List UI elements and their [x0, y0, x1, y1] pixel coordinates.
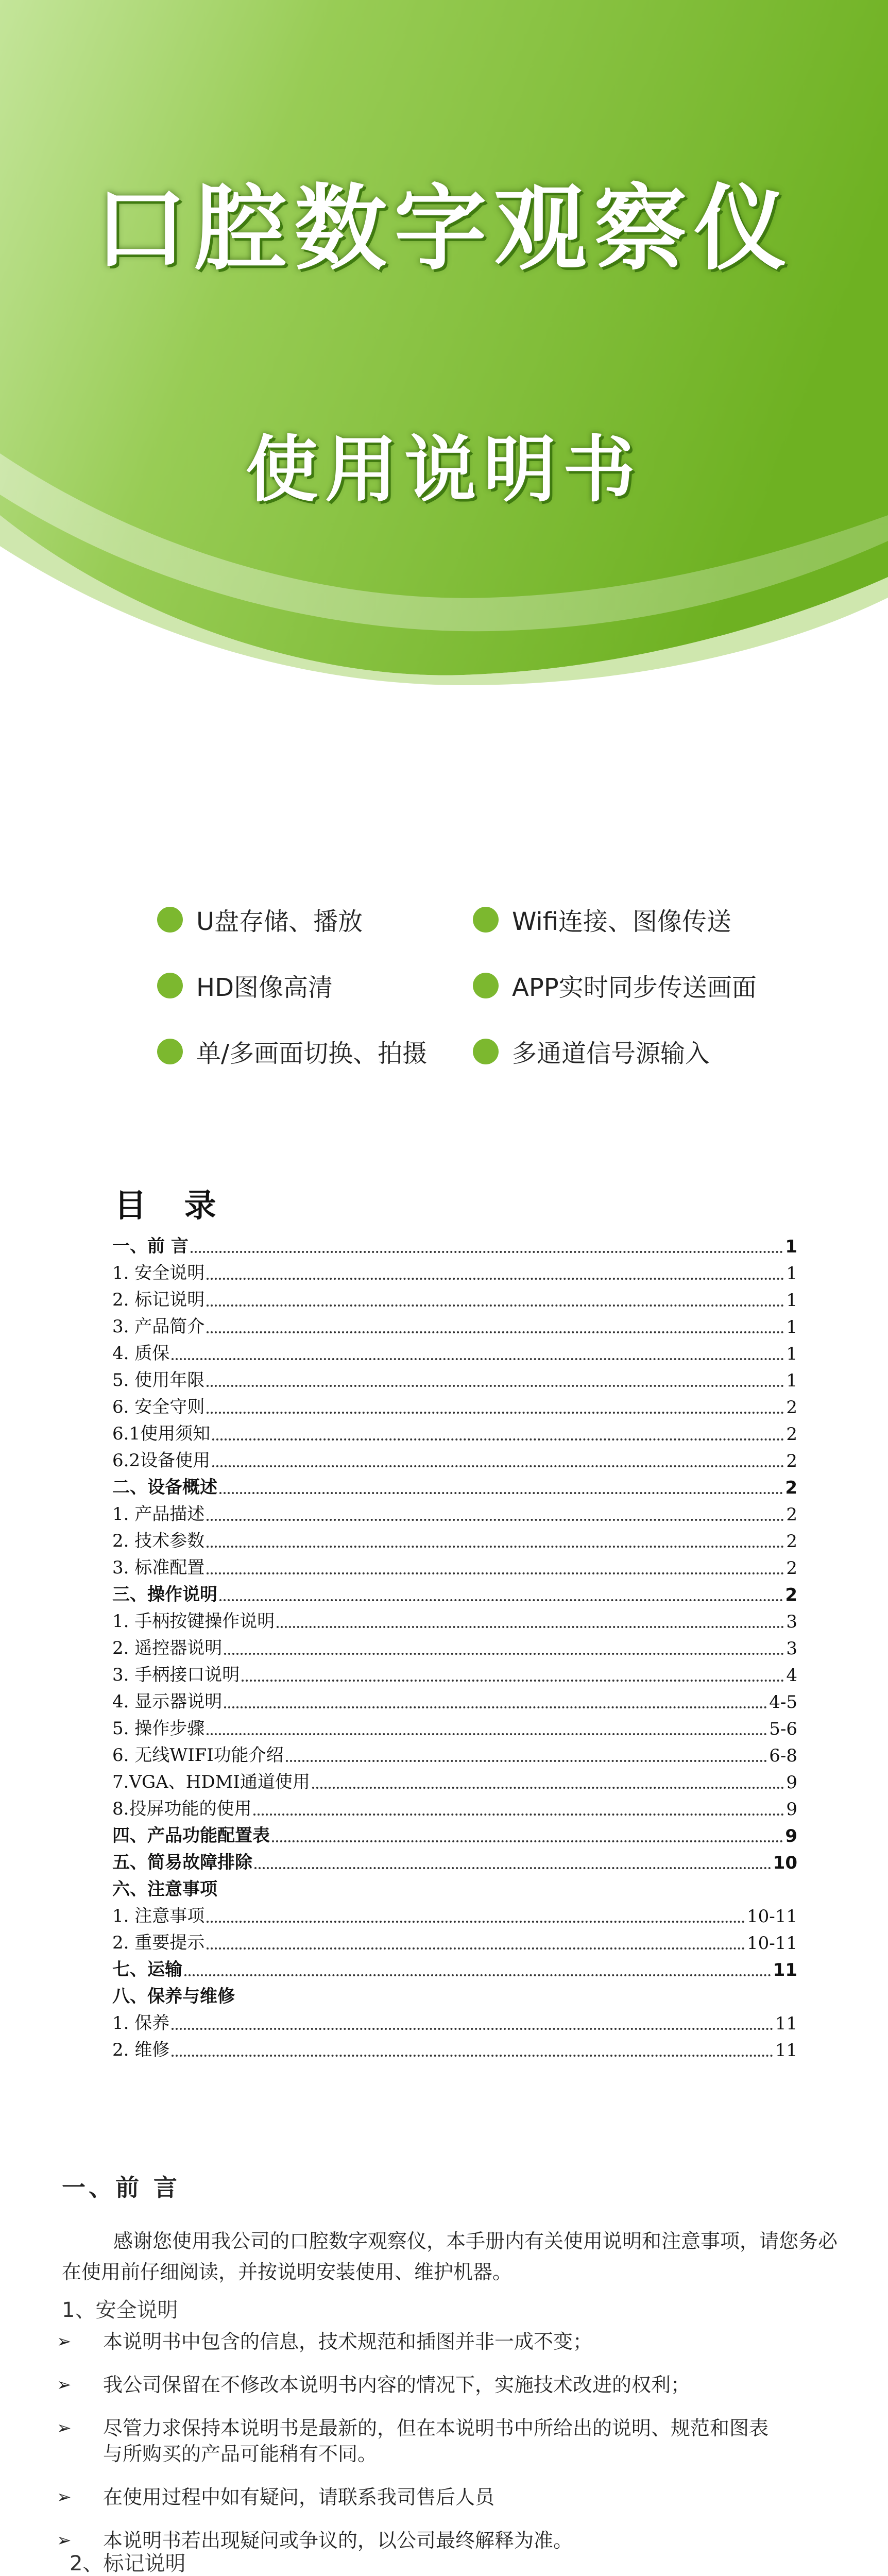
- toc-row: [112, 1739, 797, 1766]
- toc-leader-dots: [172, 2028, 773, 2030]
- toc-leader-dots: [207, 1733, 767, 1735]
- toc-leader-dots: [207, 1304, 784, 1307]
- safety-heading: 1、安全说明: [62, 2298, 178, 2322]
- toc-label: 2. 遥控器说明: [112, 1638, 223, 1658]
- toc-row: [112, 1418, 797, 1445]
- cover-title: 口腔数字观察仪: [94, 175, 794, 283]
- arrow-bullet-icon: ➢: [57, 2530, 72, 2551]
- list-item: [57, 2484, 840, 2510]
- toc-row: [112, 1311, 797, 1337]
- list-item: [57, 2329, 840, 2354]
- toc-label: 八、保养与维修: [112, 1986, 235, 2007]
- toc-page-number: 9: [785, 1826, 797, 1846]
- bullet-text: 本说明书若出现疑问或争议的，以公司最终解释为准。: [103, 2529, 573, 2552]
- toc-page-number: 1: [786, 1263, 797, 1284]
- toc-label: 1. 手柄按键操作说明: [112, 1611, 275, 1632]
- toc-leader-dots: [207, 1572, 784, 1574]
- toc-row: [112, 2034, 797, 2061]
- toc-label: 四、产品功能配置表: [112, 1825, 270, 1846]
- toc-leader-dots: [207, 1546, 784, 1548]
- toc-row: [112, 1900, 797, 1927]
- bullet-dot-icon: [157, 973, 183, 998]
- toc-leader-dots: [172, 1358, 784, 1360]
- toc-leader-dots: [286, 1760, 767, 1762]
- toc-leader-dots: [212, 1438, 784, 1440]
- toc-row: [112, 1713, 797, 1739]
- toc-row: [112, 1605, 797, 1632]
- arrow-bullet-icon: ➢: [57, 2487, 72, 2507]
- toc-label: 1. 保养: [112, 2013, 170, 2033]
- toc-leader-dots: [224, 1706, 767, 1708]
- toc-label: 5. 操作步骤: [112, 1718, 205, 1739]
- toc-label: 二、设备概述: [112, 1477, 217, 1498]
- toc-page-number: 6-8: [769, 1745, 797, 1766]
- toc-label: 2. 标记说明: [112, 1290, 205, 1310]
- toc-leader-dots: [254, 1867, 771, 1869]
- toc-leader-dots: [242, 1680, 784, 1682]
- toc-page-number: 2: [786, 1504, 797, 1525]
- cover: [0, 0, 888, 685]
- feature-label: APP实时同步传送画面: [512, 973, 757, 1002]
- toc-leader-dots: [207, 1947, 745, 1950]
- toc-title: 目 录: [114, 1187, 230, 1224]
- toc-leader-dots: [277, 1626, 784, 1628]
- preface-intro: 感谢您使用我公司的口腔数字观察仪，本手册内有关使用说明和注意事项，请您务必在使用前仔细阅读，并按说明安装使用、维护机器。: [62, 2230, 838, 2283]
- toc-page-number: 1: [786, 1370, 797, 1391]
- marks-heading: 2、标记说明: [70, 2552, 186, 2575]
- toc-page-number: 2: [786, 1451, 797, 1471]
- bullet-dot-icon: [157, 1039, 183, 1064]
- toc-row: [112, 1766, 797, 1793]
- toc-section-row: [112, 1471, 797, 1498]
- feature-item: [157, 902, 363, 937]
- toc-page-number: 5-6: [769, 1719, 797, 1739]
- toc-page-number: 11: [775, 2013, 797, 2034]
- bullet-text: 我公司保留在不修改本说明书内容的情况下，实施技术改进的权利；: [103, 2374, 691, 2396]
- toc-page-number: 1: [786, 1317, 797, 1337]
- toc-section-row: [112, 1980, 797, 2007]
- feature-label: 多通道信号源输入: [512, 1039, 710, 1068]
- toc-label: 3. 标准配置: [112, 1557, 205, 1578]
- bullet-dot-icon: [473, 907, 499, 933]
- toc-label: 4. 质保: [112, 1343, 170, 1364]
- toc-row: [112, 1793, 797, 1820]
- toc-page-number: 2: [786, 1531, 797, 1552]
- toc-row: [112, 2007, 797, 2034]
- toc-row: [112, 1632, 797, 1659]
- toc-page-number: 1: [785, 1236, 797, 1257]
- toc-leader-dots: [212, 1465, 784, 1467]
- toc-leader-dots: [207, 1278, 784, 1280]
- toc-page-number: 9: [786, 1772, 797, 1793]
- toc-label: 3. 手柄接口说明: [112, 1665, 240, 1685]
- toc-label: 7.VGA、HDMI通道使用: [112, 1772, 310, 1792]
- toc-label: 六、注意事项: [112, 1879, 217, 1900]
- toc-page-number: 3: [786, 1612, 797, 1632]
- feature-item: [473, 968, 757, 1003]
- toc-label: 8.投屏功能的使用: [112, 1799, 252, 1819]
- arrow-bullet-icon: ➢: [57, 2331, 72, 2352]
- toc-row: [112, 1364, 797, 1391]
- toc-label: 1. 安全说明: [112, 1263, 205, 1283]
- feature-label: Wifi连接、图像传送: [512, 907, 731, 936]
- toc-row: [112, 1552, 797, 1579]
- toc-row: [112, 1659, 797, 1686]
- toc-leader-dots: [207, 1412, 784, 1414]
- toc-leader-dots: [172, 2055, 773, 2057]
- toc-leader-dots: [207, 1385, 784, 1387]
- bullet-text: 在使用过程中如有疑问，请联系我司售后人员: [103, 2486, 495, 2509]
- toc-page-number: 2: [786, 1558, 797, 1579]
- toc-leader-dots: [272, 1840, 783, 1842]
- bullet-dot-icon: [473, 1039, 499, 1064]
- toc-row: [112, 1284, 797, 1311]
- toc-label: 1. 注意事项: [112, 1906, 205, 1926]
- toc-page-number: 10-11: [746, 1933, 797, 1954]
- preface-heading: 一、前 言: [62, 2174, 181, 2201]
- toc-label: 6. 无线WIFI功能介绍: [112, 1745, 284, 1766]
- toc-page-number: 10: [773, 1853, 797, 1873]
- toc-leader-dots: [207, 1331, 784, 1333]
- feature-label: HD图像高清: [196, 973, 333, 1002]
- arrow-bullet-icon: ➢: [57, 2418, 72, 2438]
- toc-row: [112, 1391, 797, 1418]
- feature-label: 单/多画面切换、拍摄: [196, 1039, 428, 1068]
- toc-leader-dots: [219, 1492, 783, 1494]
- toc-label: 6. 安全守则: [112, 1397, 205, 1417]
- toc-row: [112, 1525, 797, 1552]
- bullet-text: 尽管力求保持本说明书是最新的，但在本说明书中所给出的说明、规范和图表与所购买的产品可能稍有不同。: [103, 2417, 769, 2465]
- feature-item: [157, 1033, 427, 1069]
- toc-leader-dots: [224, 1653, 784, 1655]
- toc-label: 七、运输: [112, 1959, 182, 1980]
- toc-page-number: 2: [785, 1478, 797, 1498]
- toc-section-row: [112, 1820, 797, 1846]
- toc-page-number: 1: [786, 1290, 797, 1311]
- toc-leader-dots: [207, 1921, 745, 1923]
- toc-leader-dots: [184, 1974, 771, 1976]
- toc-label: 一、前 言: [112, 1236, 189, 1257]
- toc-label: 6.1使用须知: [112, 1423, 211, 1444]
- toc-leader-dots: [312, 1787, 784, 1789]
- toc-section-row: [112, 1579, 797, 1605]
- arrow-bullet-icon: ➢: [57, 2375, 72, 2395]
- cover-subtitle: 使用说明书: [245, 428, 642, 512]
- toc-section-row: [112, 1954, 797, 1980]
- toc-section-row: [112, 1846, 797, 1873]
- toc-page-number: 3: [786, 1638, 797, 1659]
- bullet-text: 本说明书中包含的信息，技术规范和插图并非一成不变；: [103, 2330, 593, 2353]
- toc-page-number: 4-5: [769, 1692, 797, 1713]
- toc-section-row: [112, 1230, 797, 1257]
- safety-bullets: [57, 2329, 840, 2553]
- toc-label: 2. 重要提示: [112, 1933, 205, 1953]
- cover-background: [0, 0, 888, 685]
- toc-leader-dots: [219, 1599, 783, 1601]
- bullet-dot-icon: [157, 907, 183, 933]
- toc-page-number: 11: [773, 1960, 797, 1980]
- toc-label: 4. 显示器说明: [112, 1691, 223, 1712]
- toc-section-row: [112, 1873, 797, 1900]
- feature-list: [0, 891, 888, 1087]
- toc-page-number: 2: [786, 1397, 797, 1418]
- toc-leader-dots: [191, 1251, 783, 1253]
- toc-page-number: 2: [786, 1424, 797, 1445]
- list-item: [57, 2372, 840, 2398]
- toc-page-number: 11: [775, 2040, 797, 2061]
- toc-row: [112, 1498, 797, 1525]
- feature-label: U盘存储、播放: [196, 907, 363, 936]
- list-item: [57, 2415, 840, 2467]
- toc-list: [112, 1230, 797, 2061]
- toc-page-number: 4: [786, 1665, 797, 1686]
- toc-label: 五、简易故障排除: [112, 1852, 252, 1873]
- toc-page-number: 2: [785, 1585, 797, 1605]
- feature-item: [473, 1033, 710, 1069]
- toc-label: 2. 技术参数: [112, 1531, 205, 1551]
- toc-row: [112, 1445, 797, 1471]
- toc-row: [112, 1257, 797, 1284]
- toc-row: [112, 1686, 797, 1713]
- toc-row: [112, 1927, 797, 1954]
- toc-page-number: 10-11: [746, 1906, 797, 1927]
- toc-label: 5. 使用年限: [112, 1370, 205, 1391]
- toc-row: [112, 1337, 797, 1364]
- toc-leader-dots: [253, 1814, 784, 1816]
- toc-page-number: 1: [786, 1344, 797, 1364]
- feature-item: [157, 968, 333, 1003]
- toc-label: 6.2设备使用: [112, 1450, 211, 1471]
- toc-label: 2. 维修: [112, 2040, 170, 2060]
- toc-leader-dots: [207, 1519, 784, 1521]
- bullet-dot-icon: [473, 973, 499, 998]
- toc-label: 三、操作说明: [112, 1584, 217, 1605]
- toc-label: 3. 产品简介: [112, 1316, 205, 1337]
- toc-label: 1. 产品描述: [112, 1504, 205, 1524]
- toc-page-number: 9: [786, 1799, 797, 1820]
- feature-item: [473, 902, 731, 937]
